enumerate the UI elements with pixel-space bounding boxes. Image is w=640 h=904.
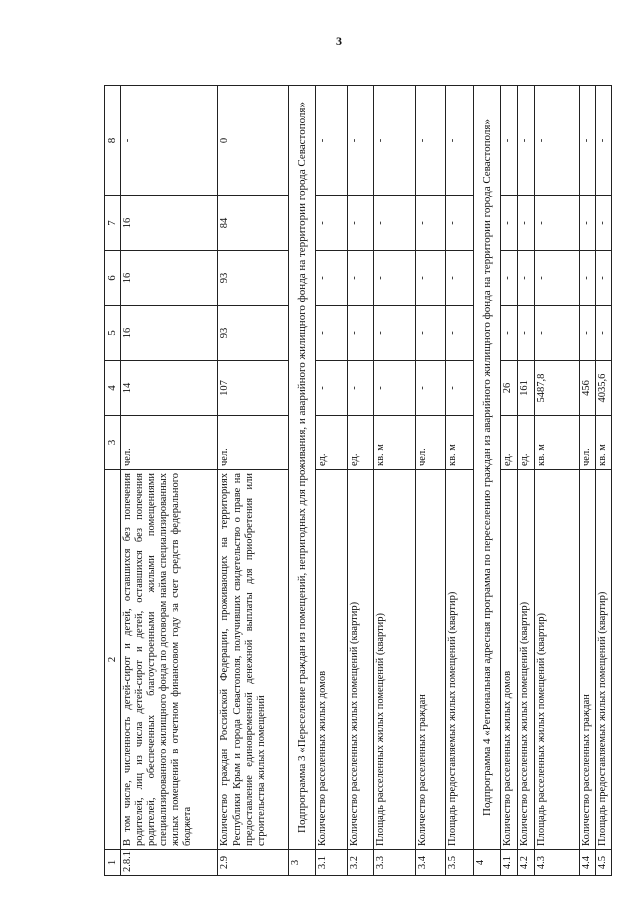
subprogram-row xyxy=(473,86,501,876)
header-cell: 5 xyxy=(105,306,121,361)
value-cell: 5487,8 xyxy=(535,361,580,416)
value-cell: - xyxy=(579,196,595,251)
indicator-name-cell: В том числе, численность детей-сирот и детей, оставшихся без попечения родителей, лиц из числа детей-сирот и детей, оставшихся без попечения родителей, обеспеченных благоустроенными жилыми помещениями специализированного жилищного фонда по договорам найма специализированных жилых помещений в отчетном финансовом году за счет средств федерального бюджета xyxy=(120,470,218,850)
row-number-cell: 4.5 xyxy=(595,850,611,876)
unit-cell: кв. м xyxy=(373,416,416,470)
header-cell: 8 xyxy=(105,86,121,196)
value-cell: - xyxy=(416,196,446,251)
value-cell: - xyxy=(535,306,580,361)
value-cell: - xyxy=(501,251,518,306)
table-row xyxy=(218,86,288,876)
unit-cell: кв. м xyxy=(535,416,580,470)
unit-cell: ед. xyxy=(348,416,374,470)
value-cell: 93 xyxy=(218,306,288,361)
value-cell: - xyxy=(348,86,374,196)
value-cell: - xyxy=(518,306,535,361)
unit-cell: ед. xyxy=(518,416,535,470)
value-cell: - xyxy=(316,86,348,196)
rotated-table-wrapper xyxy=(104,86,612,876)
value-cell: - xyxy=(416,251,446,306)
value-cell: - xyxy=(518,251,535,306)
table-row xyxy=(348,86,374,876)
value-cell: 14 xyxy=(120,361,218,416)
header-cell: 2 xyxy=(105,470,121,850)
value-cell: 93 xyxy=(218,251,288,306)
value-cell: - xyxy=(373,86,416,196)
value-cell: - xyxy=(316,196,348,251)
value-cell: - xyxy=(373,196,416,251)
row-number-cell: 4.1 xyxy=(501,850,518,876)
value-cell: - xyxy=(595,251,611,306)
header-cell: 6 xyxy=(105,251,121,306)
value-cell: - xyxy=(316,306,348,361)
value-cell: - xyxy=(348,196,374,251)
value-cell: - xyxy=(348,251,374,306)
unit-cell: кв. м xyxy=(595,416,611,470)
table-row xyxy=(445,86,473,876)
value-cell: - xyxy=(445,251,473,306)
value-cell: - xyxy=(535,196,580,251)
value-cell: - xyxy=(416,86,446,196)
value-cell: - xyxy=(579,306,595,361)
row-number-cell: 2.9 xyxy=(218,850,288,876)
row-number-cell: 4.2 xyxy=(518,850,535,876)
table-body xyxy=(120,86,611,876)
value-cell: - xyxy=(445,306,473,361)
table-row xyxy=(535,86,580,876)
indicator-name-cell: Площадь расселенных жилых помещений (квартир) xyxy=(535,470,580,850)
indicator-name-cell: Количество расселенных граждан xyxy=(579,470,595,850)
value-cell: - xyxy=(501,306,518,361)
table-row xyxy=(416,86,446,876)
value-cell: - xyxy=(445,196,473,251)
indicator-name-cell: Количество расселенных граждан xyxy=(416,470,446,850)
subprogram-title-cell: Подпрограмма 3 «Переселение граждан из помещений, непригодных для проживания, и аварийного жилищного фонда на территории города Севастополя» xyxy=(288,86,316,850)
subprogram-title-cell: Подпрограмма 4 «Региональная адресная программа по переселению граждан из аварийного жилищного фонда на территории города Севастополя» xyxy=(473,86,501,850)
value-cell: 107 xyxy=(218,361,288,416)
header-cell: 3 xyxy=(105,416,121,470)
table-row xyxy=(373,86,416,876)
unit-cell: чел. xyxy=(120,416,218,470)
header-cell: 7 xyxy=(105,196,121,251)
value-cell: - xyxy=(373,361,416,416)
value-cell: 16 xyxy=(120,306,218,361)
value-cell: - xyxy=(445,86,473,196)
subprogram-row xyxy=(288,86,316,876)
value-cell: - xyxy=(535,251,580,306)
row-number-cell: 4.4 xyxy=(579,850,595,876)
rotated-table-container xyxy=(104,86,612,876)
value-cell: - xyxy=(501,196,518,251)
header-cell: 4 xyxy=(105,361,121,416)
value-cell: - xyxy=(416,361,446,416)
value-cell: - xyxy=(518,196,535,251)
row-number-cell: 3 xyxy=(288,850,316,876)
table-row xyxy=(316,86,348,876)
page-number: 3 xyxy=(336,34,342,48)
row-number-cell: 3.3 xyxy=(373,850,416,876)
row-number-cell: 4.3 xyxy=(535,850,580,876)
unit-cell: кв. м xyxy=(445,416,473,470)
indicator-name-cell: Площадь предоставляемых жилых помещений (квартир) xyxy=(595,470,611,850)
unit-cell: ед. xyxy=(501,416,518,470)
row-number-cell: 3.4 xyxy=(416,850,446,876)
value-cell: - xyxy=(595,86,611,196)
value-cell: - xyxy=(535,86,580,196)
unit-cell: чел. xyxy=(218,416,288,470)
indicator-name-cell: Количество расселенных жилых домов xyxy=(501,470,518,850)
value-cell: - xyxy=(518,86,535,196)
indicators-table xyxy=(104,85,612,876)
unit-cell: чел. xyxy=(579,416,595,470)
value-cell: - xyxy=(579,86,595,196)
table-row xyxy=(120,86,218,876)
value-cell: 16 xyxy=(120,196,218,251)
value-cell: 26 xyxy=(501,361,518,416)
indicator-name-cell: Площадь расселенных жилых помещений (квартир) xyxy=(373,470,416,850)
value-cell: - xyxy=(316,361,348,416)
value-cell: - xyxy=(348,306,374,361)
row-number-cell: 2.8.1 xyxy=(120,850,218,876)
table-row xyxy=(501,86,518,876)
indicator-name-cell: Количество расселенных жилых домов xyxy=(316,470,348,850)
value-cell: - xyxy=(445,361,473,416)
value-cell: 161 xyxy=(518,361,535,416)
row-number-cell: 4 xyxy=(473,850,501,876)
unit-cell: ед. xyxy=(316,416,348,470)
indicator-name-cell: Количество расселенных жилых помещений (квартир) xyxy=(518,470,535,850)
row-number-cell: 3.5 xyxy=(445,850,473,876)
table-row xyxy=(579,86,595,876)
value-cell: - xyxy=(316,251,348,306)
value-cell: - xyxy=(579,251,595,306)
row-number-cell: 3.2 xyxy=(348,850,374,876)
indicator-name-cell: Площадь предоставляемых жилых помещений (квартир) xyxy=(445,470,473,850)
table-row xyxy=(595,86,611,876)
value-cell: - xyxy=(373,306,416,361)
indicator-name-cell: Количество расселенных жилых помещений (квартир) xyxy=(348,470,374,850)
value-cell: 456 xyxy=(579,361,595,416)
row-number-cell: 3.1 xyxy=(316,850,348,876)
header-row xyxy=(105,86,121,876)
value-cell: 4035,6 xyxy=(595,361,611,416)
value-cell: 16 xyxy=(120,251,218,306)
value-cell: - xyxy=(595,306,611,361)
indicator-name-cell: Количество граждан Российской Федерации, проживающих на территориях Республики Крым и города Севастополя, получивших свидетельство о праве на предоставление единовременной денежной выплаты для приобретения или строительства жилых помещений xyxy=(218,470,288,850)
value-cell: 84 xyxy=(218,196,288,251)
table-row xyxy=(518,86,535,876)
header-cell: 1 xyxy=(105,850,121,876)
value-cell: - xyxy=(501,86,518,196)
value-cell: - xyxy=(595,196,611,251)
value-cell: - xyxy=(120,86,218,196)
unit-cell: чел. xyxy=(416,416,446,470)
value-cell: - xyxy=(348,361,374,416)
value-cell: - xyxy=(416,306,446,361)
value-cell: - xyxy=(373,251,416,306)
value-cell: 0 xyxy=(218,86,288,196)
